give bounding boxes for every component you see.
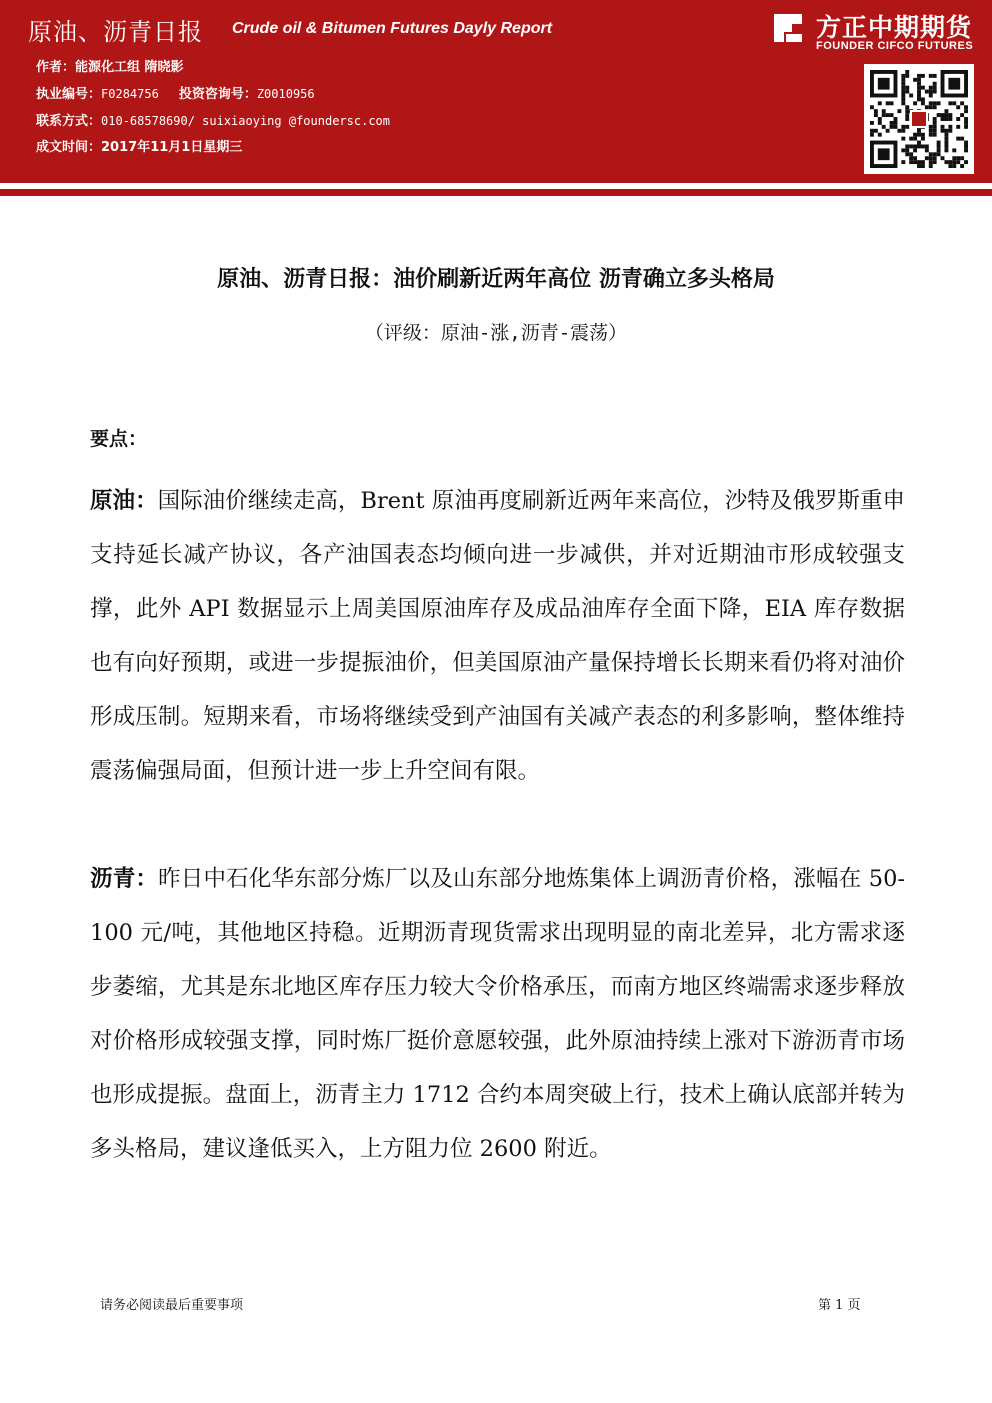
crude-paragraph: [90, 474, 905, 798]
crude-text: 国际油价继续走高，Brent 原油再度刷新近两年来高位，沙特及俄罗斯重申支持延长减产协议，各产油国表态均倾向进一步减供，并对近期油市形成较强支撑，此外 API 数据显示上周美国原油库存及成品油库存全面下降，EIA 库存数据也有向好预期，或进一步提振油价，但美国原油产量保持增长长期来看仍将对油价形成压制。短期来看，市场将继续受到产油国有关减产表态的利多影响，整体维持震荡偏强局面，但预计进一步上升空间有限。: [90, 488, 905, 784]
author-label: 作者：: [36, 60, 76, 75]
consult-label: 投资咨询号：: [178, 87, 257, 102]
license-value: F0284756: [101, 87, 159, 101]
date-line: [36, 136, 242, 155]
bitumen-text: 昨日中石化华东部分炼厂以及山东部分地炼集体上调沥青价格，涨幅在 50-100 元/吨，其他地区持稳。近期沥青现货需求出现明显的南北差异，北方需求逐步萎缩，尤其是东北地区库存压力较大令价格承压，而南方地区终端需求逐步释放对价格形成较强支撑，同时炼厂挺价意愿较强，此外原油持续上涨对下游沥青市场也形成提振。盘面上，沥青主力 1712 合约本周突破上行，技术上确认底部并转为多头格局，建议逢低买入，上方阻力位 2600 附近。: [90, 866, 905, 1162]
logo-text-cn: 方正中期期货: [816, 13, 973, 42]
qr-code-icon: [870, 70, 968, 168]
logo-mark-icon: [770, 10, 806, 46]
crude-lead: 原油：: [90, 488, 158, 514]
document-title: 原油、沥青日报：油价刷新近两年高位 沥青确立多头格局: [217, 267, 775, 292]
logo-text-en: FOUNDER CIFCO FUTURES: [816, 40, 974, 52]
header-title-cn: 原油、沥青日报: [28, 18, 203, 46]
footer-notice: 请务必阅读最后重要事项: [100, 1298, 244, 1313]
contact-label: 联系方式：: [36, 114, 102, 129]
qr-code: [864, 64, 974, 174]
date-value: 2017年11月1日星期三: [101, 140, 243, 155]
contact-line: [36, 110, 390, 129]
company-logo: [770, 8, 982, 58]
license-line: [36, 83, 315, 102]
report-header: [0, 0, 992, 183]
bitumen-lead: 沥青：: [90, 866, 159, 892]
rating-line: （评级：原油-涨,沥青-震荡）: [364, 322, 628, 344]
consult-value: Z0010956: [256, 87, 315, 101]
date-label: 成文时间：: [36, 140, 102, 155]
author-line: [36, 56, 184, 75]
contact-value: 010-68578690/ suixiaoying @foundersc.com: [101, 114, 390, 128]
header-divider-bar: [0, 189, 992, 196]
bitumen-paragraph: [90, 852, 905, 1176]
keypoints-heading: 要点：: [90, 428, 148, 450]
page-number: 第 1 页: [818, 1298, 861, 1313]
author-value: 能源化工组 隋晓影: [75, 60, 184, 75]
header-title-en: Crude oil & Bitumen Futures Dayly Report: [232, 20, 553, 37]
license-label: 执业编号：: [36, 87, 102, 102]
